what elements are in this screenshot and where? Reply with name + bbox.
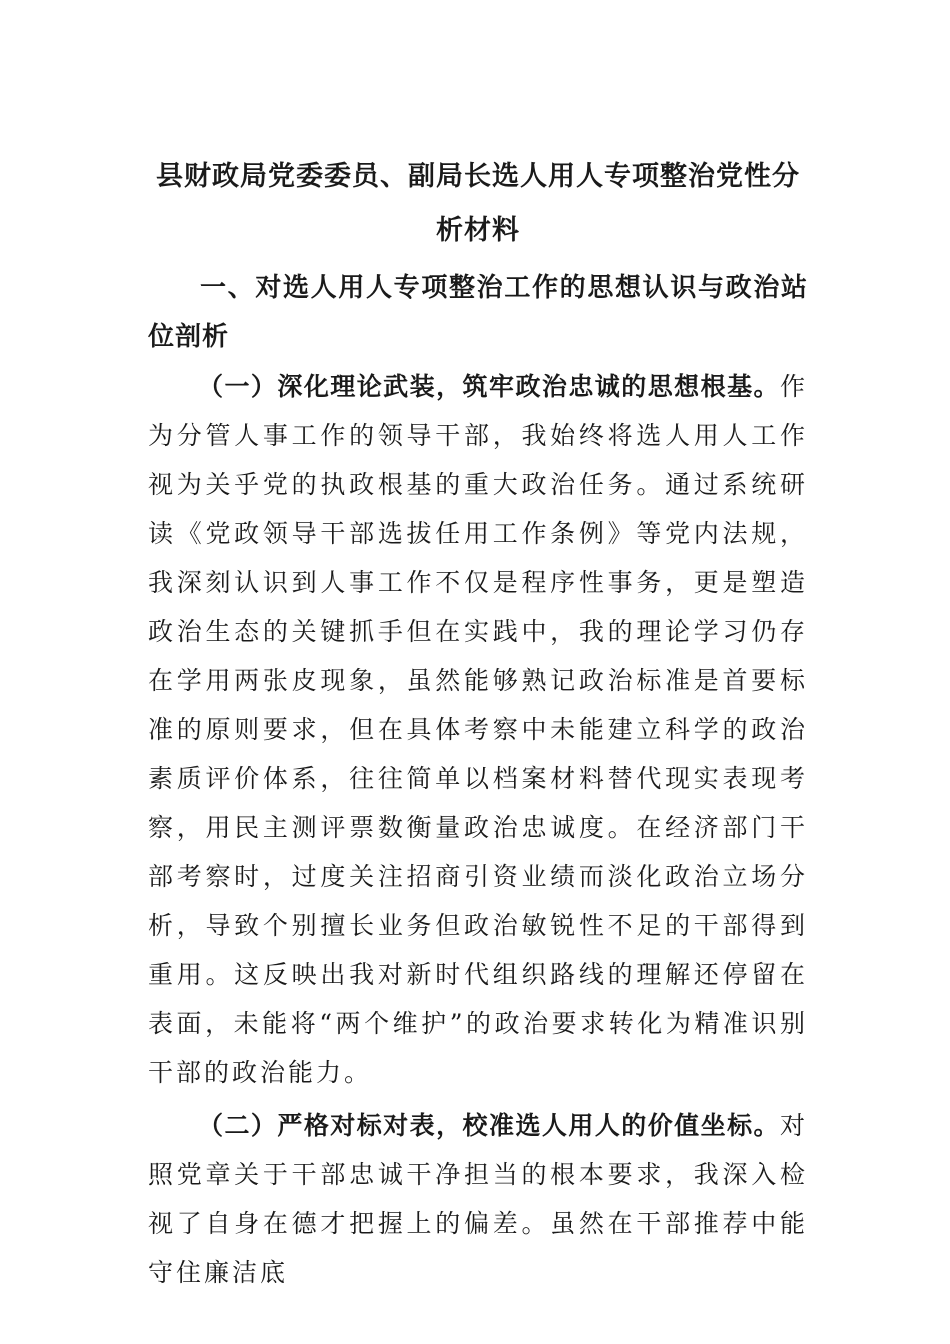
paragraph-2-lead: （二）严格对标对表，校准选人用人的价值坐标。 (198, 1111, 780, 1140)
paragraph-1-body: 作为分管人事工作的领导干部，我始终将选人用人工作视为关乎党的执政根基的重大政治任务。通过系统研读《党政领导干部选拔任用工作条例》等党内法规，我深刻认识到人事工作不仅是程序性事务，更是塑造政治生态的关键抓手但在实践中，我的理论学习仍存在学用两张皮现象，虽然能够熟记政治标准是首要标准的原则要求，但在具体考察中未能建立科学的政治素质评价体系，往往简单以档案材料替代现实表现考察，用民主测评票数衡量政治忠诚度。在经济部门干部考察时，过度关注招商引资业绩而淡化政治立场分析，导致个别擅长业务但政治敏锐性不足的干部得到重用。这反映出我对新时代组织路线的理解还停留在表面，未能将“两个维护”的政治要求转化为精准识别干部的政治能力。 (148, 372, 808, 1087)
paragraph-1-lead: （一）深化理论武装，筑牢政治忠诚的思想根基。 (198, 372, 780, 401)
paragraph-1 (148, 362, 808, 1097)
paragraph-2-body: 对照党章关于干部忠诚干净担当的根本要求，我深入检视了自身在德才把握上的偏差。虽然在干部推荐中能守住廉洁底 (148, 1111, 808, 1287)
section-heading: 一、对选人用人专项整治工作的思想认识与政治站位剖析 (148, 273, 808, 352)
paragraph-2 (148, 1101, 808, 1297)
document-title: 县财政局党委委员、副局长选人用人专项整治党性分析材料 (156, 161, 800, 246)
document-page (148, 150, 808, 1297)
